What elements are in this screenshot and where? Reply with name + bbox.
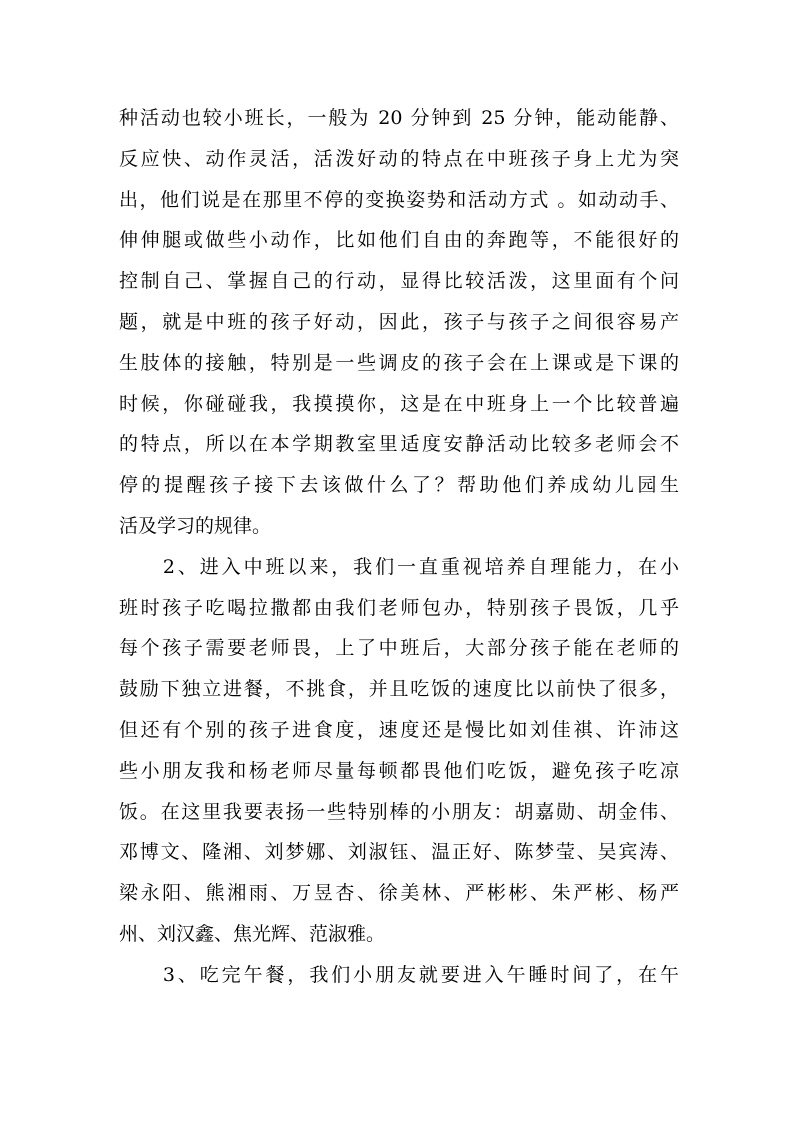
text-line: 饭。在这里我要表扬一些特别棒的小朋友：胡嘉勋、胡金伟、 [119, 800, 679, 823]
text-line: 停的提醒孩子接下去该做什么了？帮助他们养成幼儿园生 [119, 474, 679, 497]
text-line: 题，就是中班的孩子好动，因此，孩子与孩子之间很容易产 [119, 310, 679, 333]
text-line: 伸伸腿或做些小动作，比如他们自由的奔跑等，不能很好的 [119, 229, 679, 252]
text-line: 但还有个别的孩子进食度，速度还是慢比如刘佳祺、许沛这 [119, 718, 679, 741]
text-line: 2、进入中班以来，我们一直重视培养自理能力，在小 [119, 555, 679, 578]
text-line: 种活动也较小班长，一般为 20 分钟到 25 分钟，能动能静、 [119, 107, 679, 129]
text-line: 每个孩子需要老师畏，上了中班后，大部分孩子能在老师的 [119, 637, 679, 660]
text-line: 反应快、动作灵活，活泼好动的特点在中班孩子身上尤为突 [119, 147, 679, 170]
text-line: 梁永阳、熊湘雨、万昱杏、徐美林、严彬彬、朱严彬、杨严 [119, 882, 679, 905]
text-line: 3、吃完午餐，我们小朋友就要进入午睡时间了，在午 [119, 963, 679, 986]
text-line: 班时孩子吃喝拉撒都由我们老师包办，特别孩子畏饭，几乎 [119, 596, 679, 619]
text-line: 控制自己、掌握自己的行动，显得比较活泼，这里面有个问 [119, 270, 679, 293]
body-text [119, 98, 679, 996]
text-line: 生肢体的接触，特别是一些调皮的孩子会在上课或是下课的 [119, 351, 679, 374]
text-line: 时候，你碰碰我，我摸摸你，这是在中班身上一个比较普遍 [119, 392, 679, 415]
text-line: 活及学习的规律。 [119, 514, 272, 537]
text-line: 的特点，所以在本学期教室里适度安静活动比较多老师会不 [119, 433, 679, 456]
text-line: 鼓励下独立进餐，不挑食，并且吃饭的速度比以前快了很多， [119, 678, 679, 701]
text-line: 些小朋友我和杨老师尽量每顿都畏他们吃饭，避免孩子吃凉 [119, 759, 679, 782]
text-line: 邓博文、隆湘、刘梦娜、刘淑钰、温正好、陈梦莹、吴宾涛、 [119, 841, 679, 864]
text-line: 出，他们说是在那里不停的变换姿势和活动方式 。如动动手、 [119, 188, 679, 211]
text-line: 州、刘汉鑫、焦光辉、范淑雅。 [119, 922, 386, 945]
